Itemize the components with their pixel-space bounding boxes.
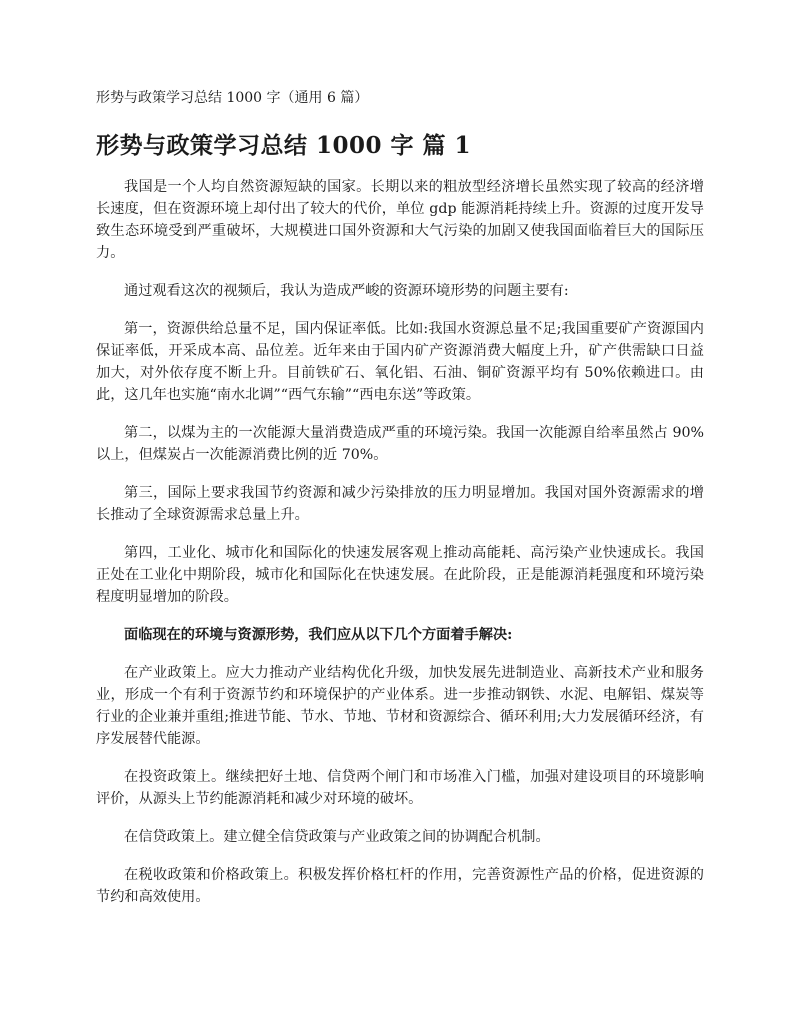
paragraph-tax-price-policy: 在税收政策和价格政策上。积极发挥价格杠杆的作用，完善资源性产品的价格，促进资源的节约和高效使用。 [96,867,704,905]
document-title: 形势与政策学习总结 1000 字（通用 6 篇） [96,90,369,106]
paragraph-second: 第二，以煤为主的一次能源大量消费造成严重的环境污染。我国一次能源自给率虽然占 90%以上，但煤炭占一次能源消费比例的近 70%。 [96,425,704,463]
paragraph-industry-policy: 在产业政策上。应大力推动产业结构优化升级，加快发展先进制造业、高新技术产业和服务业，形成一个有利于资源节约和环境保护的产业体系。进一步推动钢铁、水泥、电解铝、煤炭等行业的企业兼并重组;推进节能、节水、节地、节材和资源综合、循环利用;大力发展循环经济，有序发展替代能源。 [96,665,704,747]
paragraph-problems-lead: 通过观看这次的视频后，我认为造成严峻的资源环境形势的问题主要有: [124,283,569,299]
paragraph-fourth: 第四，工业化、城市化和国际化的快速发展客观上推动高能耗、高污染产业快速成长。我国正处在工业化中期阶段，城市化和国际化在快速发展。在此阶段，正是能源消耗强度和环境污染程度明显增加的阶段。 [96,545,704,605]
paragraph-first: 第一，资源供给总量不足，国内保证率低。比如:我国水资源总量不足;我国重要矿产资源国内保证率低，开采成本高、品位差。近年来由于国内矿产资源消费大幅度上升，矿产供需缺口日益加大，对外依存度不断上升。目前铁矿石、氧化铝、石油、铜矿资源平均有 50%依赖进口。由此，这几年也实施“南水北调”“西气东输”“西电东送”等政策。 [96,321,704,403]
document-page [96,88,704,924]
section-heading: 形势与政策学习总结 1000 字 篇 1 [96,132,472,159]
paragraph-intro: 我国是一个人均自然资源短缺的国家。长期以来的粗放型经济增长虽然实现了较高的经济增长速度，但在资源环境上却付出了较大的代价，单位 gdp 能源消耗持续上升。资源的过度开发导致生态环境受到严重破坏，大规模进口国外资源和大气污染的加剧又使我国面临着巨大的国际压力。 [96,179,704,261]
paragraph-credit-policy: 在信贷政策上。建立健全信贷政策与产业政策之间的协调配合机制。 [124,829,550,845]
paragraph-third: 第三，国际上要求我国节约资源和减少污染排放的压力明显增加。我国对国外资源需求的增长推动了全球资源需求总量上升。 [96,485,704,523]
paragraph-solutions-lead: 面临现在的环境与资源形势，我们应从以下几个方面着手解决: [124,627,513,643]
paragraph-investment-policy: 在投资政策上。继续把好土地、信贷两个闸门和市场准入门槛，加强对建设项目的环境影响评价，从源头上节约能源消耗和减少对环境的破坏。 [96,769,704,807]
